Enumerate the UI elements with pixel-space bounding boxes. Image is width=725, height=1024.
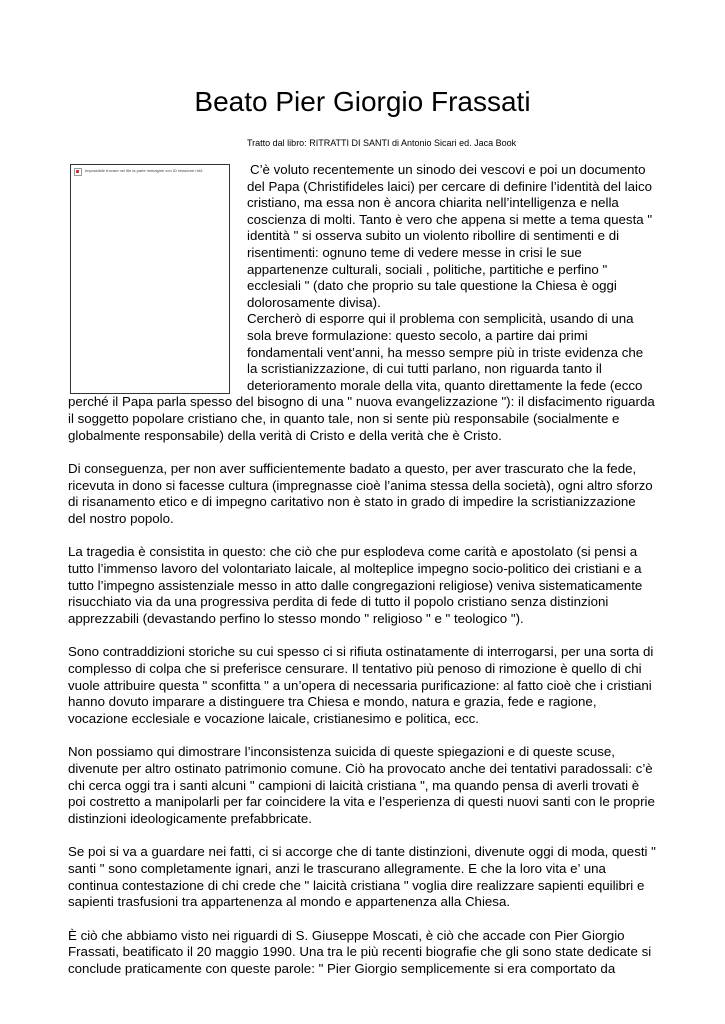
paragraph: Sono contraddizioni storiche su cui spesso ci si rifiuta ostinatamente di interrogarsi, per una sorta di complesso di colpa che si preferisce censurare. Il tentativo più penoso di rimozione è quello di chi vuole attribuire questa " sconfitta " a un’opera di necessaria purificazione: al fatto cioè che i cristiani hanno dovuto imparare a distinguere tra Chiesa e mondo, natura e grazia, fede e ragione, vocazione ecclesiale e vocazione laicale, cristianesimo e politica, ecc. — [68, 644, 654, 726]
document-body — [68, 162, 656, 995]
paragraph: È ciò che abbiamo visto nei riguardi di S. Giuseppe Moscati, è ciò che accade con Pier Giorgio Frassati, beatificato il 20 maggio 1990. Una tra le più recenti biografie che gli sono state dedicate si conclude praticamente con queste parole: " Pier Giorgio semplicemente si era comportato da — [68, 927, 652, 976]
paragraph: Di conseguenza, per non aver sufficientemente badato a questo, per aver trascurato che la fede, ricevuta in dono si facesse cultura (impregnasse cioè l’anima stessa della società), ogni altro sforzo di risanamento etico e di impegno caritativo non è stato in grado di impedire la scristianizzazione del nostro popolo. — [68, 461, 653, 526]
broken-image-icon — [74, 168, 82, 176]
paragraph: Cercherò di esporre qui il problema con semplicità, usando di una sola breve formulazione: questo secolo, a partire dai primi fondamentali vent’anni, ha messo sempre più in triste evidenza che la scristianizzazione, di cui tutti parlano, non riguarda tanto il deterioramento morale della vita, quanto direttamente la fede (ecco perché il Papa parla spesso del bisogno di una " nuova evangelizzazione "): il disfacimento riguarda il soggetto popolare cristiano che, in quanto tale, non si sente più responsabile (socialmente e globalmente responsabile) della verità di Cristo e della verità che è Cristo. — [68, 311, 655, 443]
paragraph: Se poi si va a guardare nei fatti, ci si accorge che di tante distinzioni, divenute oggi di moda, questi " santi " sono completamente ignari, anzi le trascurano allegramente. E che la loro vita e’ una continua contestazione di chi crede che " laicità cristiana " voglia dire realizzare sapienti equilibri e sapienti trasfusioni tra appartenenza al mondo e appartenenza alla Chiesa. — [68, 844, 656, 910]
paragraph: La tragedia è consistita in questo: che ciò che pur esplodeva come carità e apostolato (si pensi a tutto l’immenso lavoro del volontariato laicale, al molteplice impegno socio-politico dei cristiani e a tutto l’impegno assistenziale messo in atto dalle congregazioni religiose) veniva sistematicamente risucchiato via da una progressiva perdita di fede di tutto il popolo cristiano senza distinzioni apprezzabili (devastando perfino lo stesso mondo " religioso " e " teologico "). — [68, 544, 643, 626]
image-placeholder — [70, 164, 230, 394]
document-subtitle: Tratto dal libro: RITRATTI DI SANTI di Antonio Sicari ed. Jaca Book — [247, 138, 517, 148]
paragraph: C’è voluto recentemente un sinodo dei vescovi e poi un documento del Papa (Christifideles laici) per cercare di definire l’identità del laico cristiano, ma essa non è ancora chiarita nell’intelligenza e nella coscienza di molti. Tanto è vero che appena si mette a tema questa " identità " si osserva subito un violento ribollire di sentimenti e di risentimenti: ognuno teme di vedere messe in crisi le sue appartenenze culturali, sociali , politiche, partitiche e perfino " ecclesiali " (dato che proprio su tale questione la Chiesa è oggi dolorosamente divisa). — [247, 162, 653, 310]
image-error-message: Impossibile trovare nel file la parte immagine con ID relazione rId4. — [85, 168, 204, 173]
document-title: Beato Pier Giorgio Frassati — [194, 86, 531, 117]
paragraph: Non possiamo qui dimostrare l’inconsistenza suicida di queste spiegazioni e di queste scuse, divenute per altro ostinato patrimonio comune. Ciò ha provocato anche dei tentativi paradossali: c’è chi cerca oggi tra i santi alcuni " campioni di laicità cristiana ", ma quando pensa di averli trovati è poi costretto a manipolarli per far coincidere la vita e l’esperienza di questi nuovi santi con le proprie distinzioni ideologicamente prefabbricate. — [68, 744, 655, 826]
